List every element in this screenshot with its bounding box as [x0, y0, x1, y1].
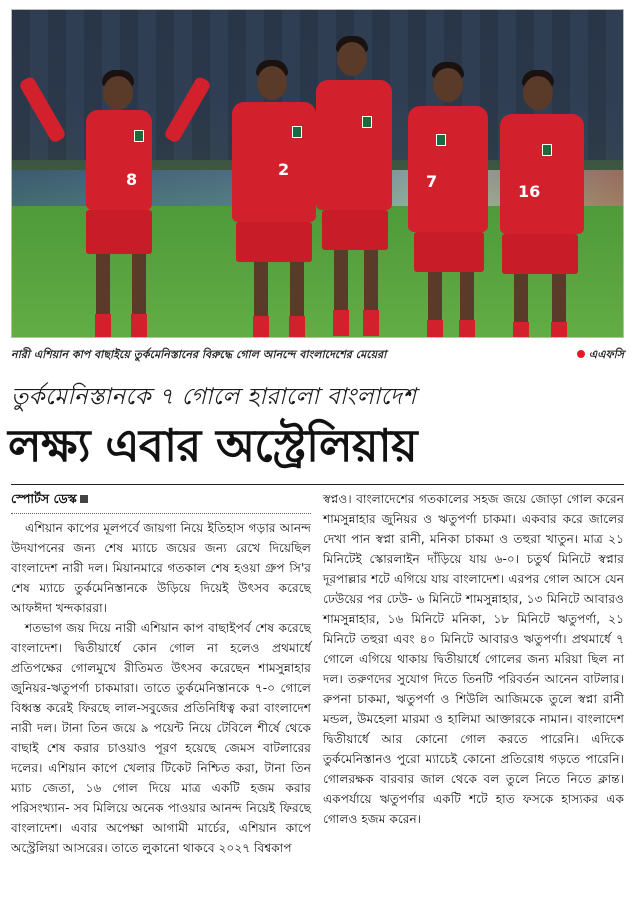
- article-column-right: [323, 489, 624, 829]
- byline: [11, 489, 311, 509]
- article-paragraph: এশিয়ান কাপের মূলপর্বে জায়গা নিয়ে ইতিহাস গড়ার আনন্দ উদযাপনের জন্য শেষ ম্যাচে জয়ের জন্য রেখে দিয়েছিল বাংলাদেশ নারী দল। মিয়ানমারে গতকাল শেষ হওয়া গ্রুপ সি'র শেষ ম্যাচে তুর্কমেনিস্তানকে উড়িয়ে দিয়েই উৎসব করেছে আফঈদা খন্দকাররা।: [11, 521, 311, 615]
- player-figure: [52, 70, 162, 338]
- headline: লক্ষ্য এবার অস্ট্রেলিয়ায়: [8, 419, 418, 472]
- byline-divider: [11, 513, 311, 514]
- player-figure: [392, 62, 502, 338]
- jersey-number: 8: [126, 170, 138, 189]
- square-bullet-icon: [80, 495, 88, 503]
- credit-text: এএফসি: [588, 348, 624, 361]
- subheadline: তুর্কমেনিস্তানকে ৭ গোলে হারালো বাংলাদেশ: [11, 384, 417, 410]
- jersey-number: 16: [518, 182, 541, 201]
- headline-rule: [11, 484, 624, 485]
- article-paragraph: শতভাগ জয় দিয়ে নারী এশিয়ান কাপ বাছাইপর্ব শেষ করেছে বাংলাদেশ। দ্বিতীয়ার্ধে কোন গোল না হলেও প্রথমার্ধে প্রতিপক্ষের গোলমুখে রীতিমত উৎসব করেছেন শামসুন্নাহার জুনিয়র-ঋতুপর্ণা চাকমারা। তাতে তুর্কমেনিস্তানকে ৭-০ গোলে বিধ্বস্ত করেই ফিরছে লাল-সবুজের প্রতিনিধিত্ব করা বাংলাদেশ নারী দল। টানা তিন জয়ে ৯ পয়েন্ট নিয়ে টেবিলে শীর্ষে থেকে বাছাই শেষ করার চাওয়াও পূরণ হয়েছে জেমস বাটলারের দলের। এশিয়ান কাপে খেলার টিকেট নিশ্চিত করা, টানা তিন ম্যাচ জেতা, ১৬ গোল দিয়ে মাত্র একটি হজম করার পরিসংখ্যান- সব মিলিয়ে অনেক পাওয়ার আনন্দ নিয়েই ফিরছে বাংলাদেশ। এবার অপেক্ষা আগামী মার্চের, এশিয়ান কাপে অস্ট্রেলিয়া আসরের। তাতে লুকানো থাকবে ২০২৭ বিশ্বকাপ: [11, 621, 311, 855]
- byline-text: স্পোর্টস ডেস্ক: [11, 491, 77, 506]
- match-photo: [11, 9, 624, 338]
- article-paragraph: স্বপ্নও। বাংলাদেশের গতকালের সহজ জয়ে জোড়া গোল করেন শামসুন্নাহার জুনিয়র ও ঋতুপর্ণা চাকমা। একবার করে জালের দেখা পান স্বপ্না রানী, মনিকা চাকমা ও তহুরা খাতুন। মাত্র ২১ মিনিটেই স্কোরলাইন দাঁড়িয়ে যায় ৬-০। চতুর্থ মিনিটে স্বপ্নার দূরপাল্লার শটে এগিয়ে যায় বাংলাদেশ। এরপর গোল আসে যেন ঢেউয়ের পর ঢেউ- ৬ মিনিটে শামসুন্নাহার, ১৩ মিনিটে আবারও শামসুন্নাহার, ১৬ মিনিটে মনিকা, ১৮ মিনিটে ঋতুপর্ণা, ২১ মিনিটে তহুরা এবং ৪০ মিনিটে আবারও ঋতুপর্ণা। প্রথমার্ধে ৭ গোলে এগিয়ে থাকায় দ্বিতীয়ার্ধে গোলের জন্য মরিয়া ছিল না দল। তরুণদের সুযোগ দিতে তিনটি পরিবর্তন আনেন বাটলার। রুপনা চাকমা, ঋতুপর্ণা ও শিউলি আজিমকে তুলে স্বপ্না রানী মন্ডল, উমহেলা মারমা ও হালিমা আক্তারকে নামান। বাংলাদেশ দ্বিতীয়ার্ধে আর কোনো গোল করতে পারেনি। এদিকে তুর্কমেনিস্তানও পুরো ম্যাচেই কোনো প্রতিরোধ গড়তে পারেনি। গোলরক্ষক বারবার জাল থেকে বল তুলে নিতে নিতে ক্লান্ত। একপর্যায়ে ঋতুপর্ণার একটি শটে হাত ফসকে হাস্যকর এক গোলও হজম করেন।: [323, 492, 624, 826]
- player-figure: [492, 70, 592, 338]
- jersey-number: 7: [426, 172, 438, 191]
- article-column-left: [11, 489, 311, 858]
- jersey-number: 2: [278, 160, 290, 179]
- photo-caption: [11, 344, 624, 366]
- credit-dot-icon: [577, 350, 585, 358]
- player-figure: [302, 36, 402, 336]
- photo-credit: [577, 346, 624, 365]
- caption-text: নারী এশিয়ান কাপ বাছাইয়ে তুর্কমেনিস্তানের বিরুদ্ধে গোল আনন্দে বাংলাদেশের মেয়েরা: [11, 348, 387, 361]
